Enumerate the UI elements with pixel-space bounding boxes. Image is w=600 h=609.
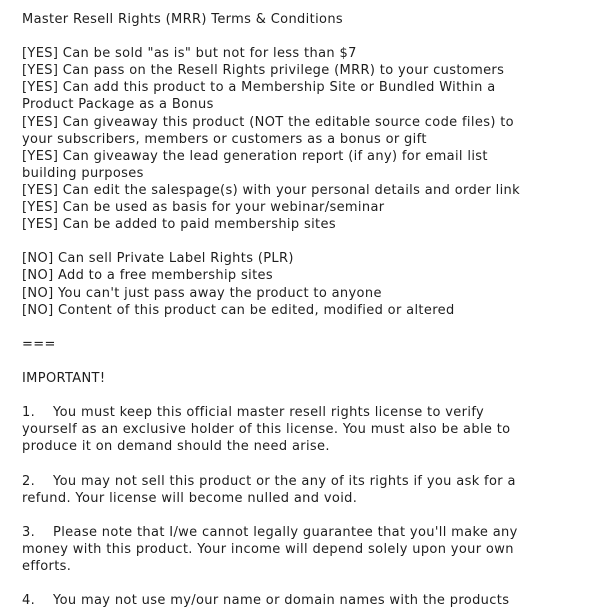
- yes-item-line: your subscribers, members or customers as a bonus or gift: [22, 131, 427, 147]
- separator-line: ===: [22, 336, 56, 352]
- term-3-line: money with this product. Your income will depend solely upon your own: [22, 541, 514, 557]
- blank-line: [22, 455, 584, 472]
- yes-item-line: [YES] Can be added to paid membership sites: [22, 217, 336, 233]
- blank-line: [22, 507, 584, 524]
- term-4-line: 4. You may not use my/our name or domain names with the products: [22, 593, 510, 609]
- blank-line: [22, 353, 584, 370]
- yes-item-line: [YES] Can giveaway the lead generation report (if any) for email list: [22, 148, 488, 164]
- term-1-line: 1. You must keep this official master resell rights license to verify: [22, 405, 485, 421]
- document-title: Master Resell Rights (MRR) Terms & Conditions: [22, 12, 344, 27]
- term-3-line: 3. Please note that I/we cannot legally guarantee that you'll make any: [22, 524, 518, 540]
- important-heading: IMPORTANT!: [22, 370, 106, 386]
- blank-line: [22, 319, 584, 336]
- no-item-line: [NO] Content of this product can be edited, modified or altered: [22, 302, 455, 318]
- no-item-line: [NO] Add to a free membership sites: [22, 268, 274, 284]
- term-1-line: produce it on demand should the need arise.: [22, 439, 330, 455]
- blank-line: [22, 575, 584, 592]
- yes-item-line: [YES] Can pass on the Resell Rights privilege (MRR) to your customers: [22, 63, 505, 79]
- yes-item-line: [YES] Can be used as basis for your webinar/seminar: [22, 200, 385, 216]
- term-1-line: yourself as an exclusive holder of this license. You must also be able to: [22, 422, 511, 438]
- yes-item-line: building purposes: [22, 165, 144, 181]
- blank-line: [22, 233, 584, 250]
- no-item-line: [NO] Can sell Private Label Rights (PLR): [22, 251, 294, 267]
- yes-item-line: [YES] Can giveaway this product (NOT the editable source code files) to: [22, 114, 514, 130]
- blank-line: [22, 387, 584, 404]
- yes-item-line: [YES] Can add this product to a Membership Site or Bundled Within a: [22, 80, 496, 96]
- yes-item-line: Product Package as a Bonus: [22, 97, 214, 113]
- no-item-line: [NO] You can't just pass away the product to anyone: [22, 285, 382, 301]
- term-3-line: efforts.: [22, 559, 72, 574]
- document-body: [22, 11, 584, 609]
- yes-item-line: [YES] Can edit the salespage(s) with your personal details and order link: [22, 182, 521, 198]
- blank-line: [22, 28, 584, 45]
- yes-item-line: [YES] Can be sold "as is" but not for less than $7: [22, 46, 357, 62]
- term-2-line: refund. Your license will become nulled and void.: [22, 490, 358, 506]
- term-2-line: 2. You may not sell this product or the any of its rights if you ask for a: [22, 473, 516, 489]
